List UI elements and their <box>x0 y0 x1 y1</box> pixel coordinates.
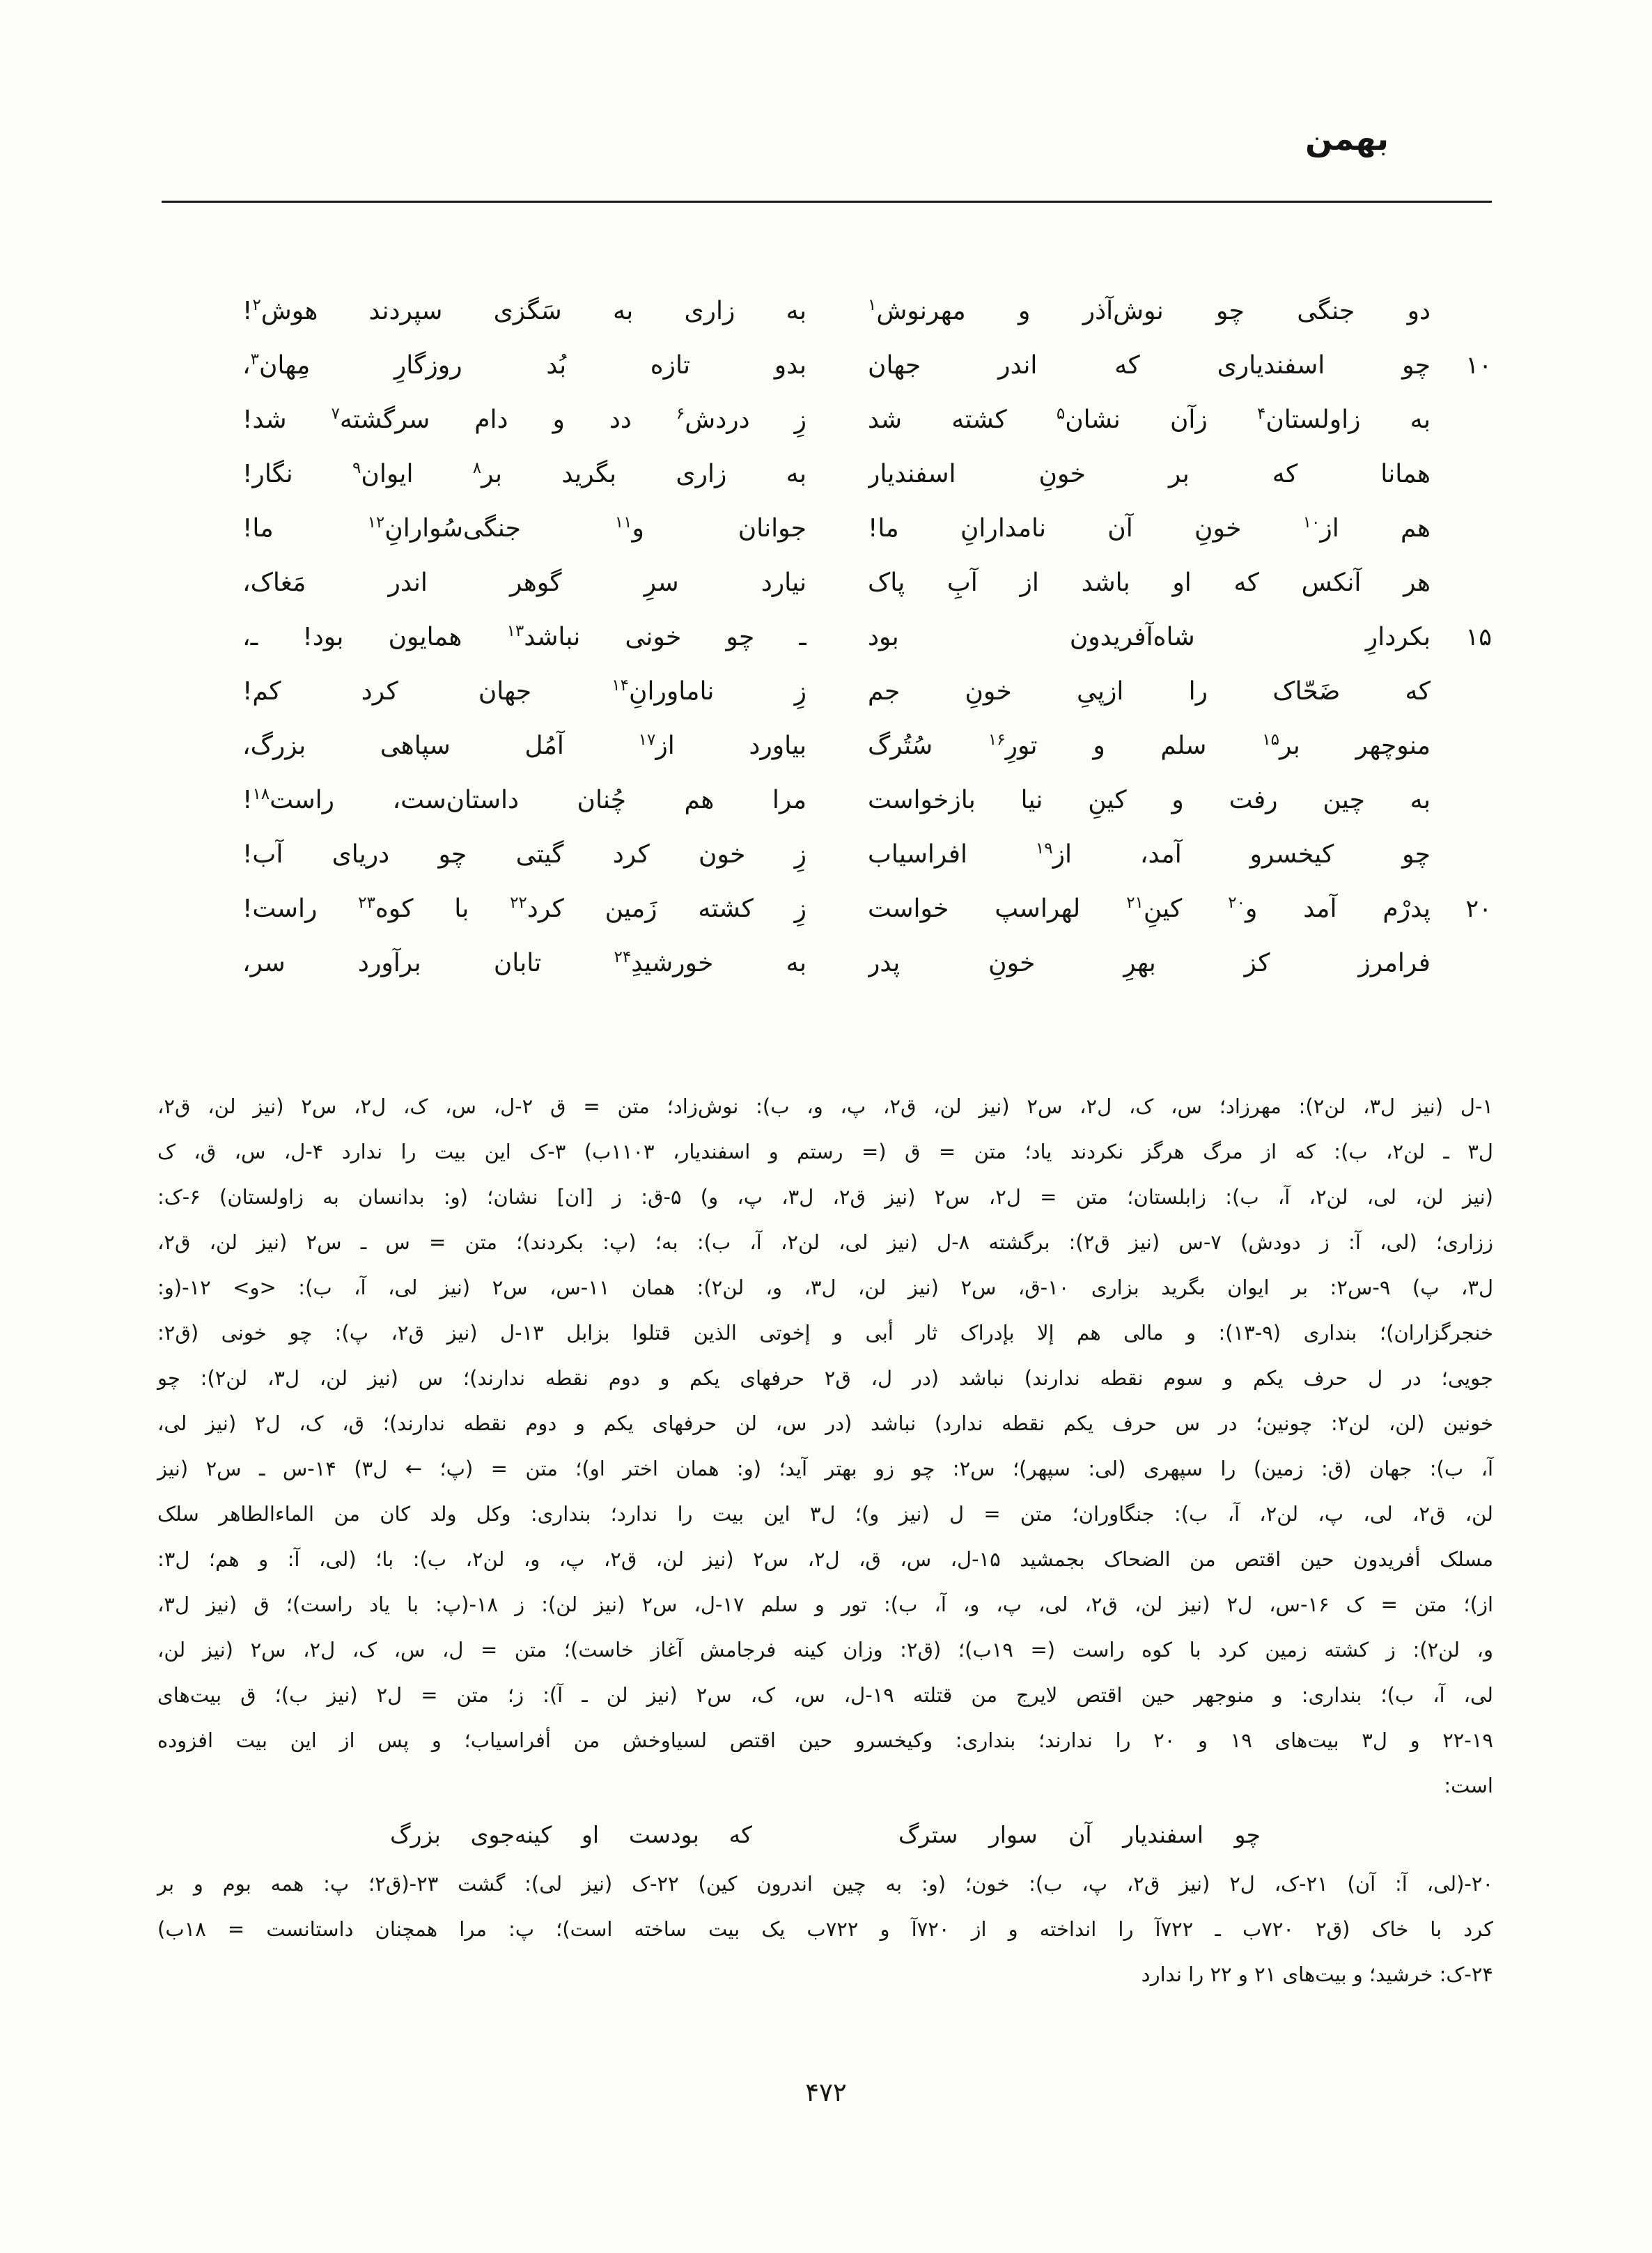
apparatus-line: لی، آ، ب)؛ بنداری: و منوجهر حین اقتص لایرج من قتلته ۱۹-ل، س، ک، س۲ (نیز لن ـ آ): ز؛ متن = ل۲ (نیز ب)؛ ق بیت‌های <box>157 1683 1493 1707</box>
verse-block <box>242 284 1492 991</box>
apparatus-line: ۱۹‏-‏۲۲ و ل۳ بیت‌های ۱۹ و ۲۰ را ندارند؛ بنداری: وکیخسرو حین اقتص لسیاوخش من أفراسیاب؛ و پس از این بیت افزوده <box>157 1728 1493 1752</box>
footnote-ref: ۷ <box>331 405 340 423</box>
apparatus-line: لن، ق۲، لی، پ، لن۲، آ، ب): جنگاوران؛ متن = ل (نیز و)؛ ل۳ این بیت را ندارد؛ بنداری: وکل ولد کان من الماءالطاهر سلک <box>157 1502 1493 1526</box>
footnote-ref: ۱۵ <box>1262 731 1279 749</box>
hemistich-second: زِ دردش$^۶$ دد و دام سرگشته$^۷$ شد! <box>242 405 806 434</box>
footnote-ref: ۱۴ <box>611 676 629 695</box>
apparatus-line: مسلک أفریدون حین اقتص من الضحاک بجمشید ۱۵-ل، س، ق، ل۲، س۲ (نیز لن، ق۲، پ، و، لن۲، ب): با؛ (لی، آ: و هم؛ ل۳: <box>157 1547 1493 1571</box>
hemistich-second: نیارد سرِ گوهر اندر مَغاک، <box>242 568 806 597</box>
hemistich-first: که ضَحّاک را ازپیِ خونِ جم <box>868 677 1431 706</box>
apparatus-line: ل۳، پ) ۹-س۲: بر ایوان بگرید بزاری ۱۰-ق، س۲ (نیز لن، ل۳، و، لن۲): همان ۱۱-س، س۲ (نیز لی، آ، ب): <و> ۱۲-(و: <box>157 1276 1494 1299</box>
footnote-ref: ۱۶ <box>988 731 1006 749</box>
verse-couplet <box>242 773 1492 828</box>
verse-couplet <box>242 284 1492 339</box>
hemistich-first: چو کیخسرو آمد، از$^{۱۹}$ افراسیاب <box>868 839 1431 869</box>
hemistich-second: به خورشیدِ$^{۲۴}$ تابان برآورد سر، <box>242 948 806 977</box>
footnote-ref: ۳ <box>250 350 259 369</box>
footnote-ref: ۱ <box>868 296 877 314</box>
apparatus-line: است: <box>1444 1774 1493 1797</box>
hemistich-first: هر آنکس که او باشد از آبِ پاک <box>868 568 1431 597</box>
apparatus-line: ل۳ ـ لن۲، ب): که از مرگ هرگز نکردند یاد؛ متن = ق (= رستم و اسفندیار، ۱۱۰۳ب) ۳-ک این بیت را ندارد ۴-ل، س، ق، ک <box>157 1140 1493 1163</box>
apparatus-line: آ، ب): جهان (ق: زمین) را سپهری (لی: سپهر)؛ س۲: چو زو بهتر آید؛ (و: همان اختر او)؛ متن = (پ؛ ← ل۳) ۱۴-س ـ س۲ (نیز <box>157 1457 1494 1480</box>
footnote-ref: ۲۳ <box>358 894 375 912</box>
verse-couplet <box>242 665 1492 719</box>
apparatus-line: و، لن۲): ز کشته زمین کرد با کوه راست (= ۱۹ب)؛ (ق۲: وزان کینه فرجامش آغاز خاست)؛ متن = ل، س، ک، ل۲، س۲ (نیز لن، <box>157 1638 1494 1662</box>
apparatus-inserted-verse <box>157 1810 1493 1860</box>
apparatus-line: ززاری؛ (لی، آ: ز دودش) ۷-س (نیز ق۲): برگشته ۸-ل (نیز لی، لن۲، آ، ب): به؛ (پ: بکردند)؛ متن = س ـ س۲ (نیز لن، ق۲، <box>157 1230 1493 1254</box>
hemistich-second: زِ ناماورانِ$^{۱۴}$ جهان کرد کم! <box>242 676 806 706</box>
hemistich-second: زِ کشته زَمین کرد$^{۲۲}$ با کوه$^{۲۳}$ راست! <box>242 894 806 923</box>
footnote-ref: ۱۰ <box>1302 513 1320 532</box>
verse-couplet <box>242 339 1492 393</box>
hemistich-second: زِ خون کرد گیتی چو دریای آب! <box>242 840 806 869</box>
footnote-ref: ۲۴ <box>614 948 632 966</box>
hemistich-second: بدو تازه بُد روزگارِ مِهان$^۳$، <box>242 350 806 380</box>
footnote-ref: ۱۱ <box>614 513 632 532</box>
hemistich-first: بکردارِ شاه‌آفریدون بود <box>868 623 1431 651</box>
verse-couplet <box>242 828 1492 882</box>
footnote-ref: ۹ <box>352 459 361 477</box>
verse-line-number: ۱۰ <box>1465 352 1492 380</box>
hemistich-first: به زاولستان$^۴$ زآن نشان$^۵$ کشته شد <box>868 405 1431 434</box>
footnote-ref: ۵ <box>1056 405 1066 423</box>
footnote-ref: ۲۲ <box>510 894 527 912</box>
footnote-ref: ۲۰ <box>1228 894 1245 912</box>
apparatus-line: (نیز لن، لی، لن۲، آ، ب): زابلستان؛ متن = ل۲، س۲ (نیز ق۲، ل۳، پ، و) ۵-ق: ز [ان] نشان؛ (و: بدانسان به زاولستان) ۶-ک: <box>157 1185 1493 1209</box>
inserted-hemistich-second: که بودست او کینه‌جوی بزرگ <box>390 1821 752 1848</box>
apparatus-line: ۲۰-(لی، آ: آن) ۲۱-ک، ل۲ (نیز ق۲، پ، ب): خون؛ (و: به چین اندرون کین) ۲۲-ک (نیز لی): گشت ۲۳-(ق۲؛ پ: همه بوم و بر <box>157 1872 1494 1896</box>
apparatus-line: جویی؛ در ل حرف یکم و سوم نقطه ندارند) نباشد (در ل، ق۲ حرفهای یکم و دوم نقطه ندارند)؛ س (نیز لن، ل۳، لن۲): چو <box>157 1366 1493 1390</box>
hemistich-first: هم از$^{۱۰}$ خونِ آن نامدارانِ ما! <box>868 513 1431 543</box>
verse-line-number: ۱۵ <box>1465 624 1492 651</box>
hemistich-first: چو اسفندیاری که اندر جهان <box>868 351 1431 380</box>
running-header-title: بهمن <box>1305 120 1389 157</box>
apparatus-line: ۱-ل (نیز ل۳، لن۲): مهرزاد؛ س، ک، ل۲، س۲ (نیز لن، ق۲، پ، و، ب): نوش‌زاد؛ متن = ق ۲-ل، س، ک، ل۲، س۲ (نیز لن، ق۲، <box>157 1094 1493 1118</box>
inserted-hemistich-first: چو اسفندیار آن سوار سترگ <box>898 1821 1261 1848</box>
apparatus-line: خونین (لن، لن۲: چونین؛ در س حرف یکم نقطه ندارد) نباشد (در س، لن حرفهای یکم و دوم نقطه ندارند)؛ ق، ک، ل۲ (نیز لی، <box>157 1411 1493 1435</box>
footnote-ref: ۲۱ <box>1126 894 1144 912</box>
footnote-ref: ۱۲ <box>367 513 385 532</box>
verse-couplet <box>242 393 1492 447</box>
hemistich-second: مرا هم چُنان داستان‌ست، راست$^{۱۸}$! <box>242 785 806 814</box>
apparatus-line: خنجرگزاران)؛ بنداری (۹‏-‏۱۳): و مالی هم إلا بإدراک ثار أبی و إخوتی الذین قتلوا بزابل ۱۳-ل (نیز ق۲، پ): چو خونی (ق۲: <box>157 1321 1494 1345</box>
page-number: ۴۷۲ <box>805 2077 847 2107</box>
hemistich-first: پدرْم آمد و$^{۲۰}$ کینِ$^{۲۱}$ لهراسپ خواست <box>868 894 1431 923</box>
verse-couplet <box>242 556 1492 610</box>
hemistich-second: به زاری بگرید بر$^۸$ ایوان$^۹$ نگار! <box>242 459 806 488</box>
footnote-ref: ۴ <box>1257 405 1266 423</box>
apparatus-line: کرد با خاک (ق۲ ۷۲۰ب ـ ۷۲۲آ را انداخته و از ۷۲۰آ و ۷۲۲ب یک بیت ساخته است)؛ پ: مرا همچنان داستانست = ۱۸ب) <box>157 1917 1494 1941</box>
verse-couplet <box>242 502 1492 556</box>
footnote-ref: ۱۸ <box>252 785 270 803</box>
verse-couplet <box>242 936 1492 991</box>
verse-couplet <box>242 719 1492 773</box>
verse-couplet <box>242 610 1492 665</box>
verse-line-number: ۲۰ <box>1465 895 1492 923</box>
verse-couplet <box>242 882 1492 936</box>
footnote-ref: ۶ <box>676 405 685 423</box>
hemistich-first: منوچهر بر$^{۱۵}$ سلم و تورِ$^{۱۶}$ سُتُرگ <box>868 731 1431 760</box>
hemistich-second: بیاورد از$^{۱۷}$ آمُل سپاهی بزرگ، <box>242 731 806 760</box>
header-rule <box>162 201 1492 203</box>
footnote-ref: ۲ <box>252 296 261 314</box>
verse-couplet <box>242 447 1492 502</box>
hemistich-first: همانا که بر خونِ اسفندیار <box>868 460 1431 488</box>
hemistich-second: به زاری به سَگزی سپردند هوش$^۲$! <box>242 296 806 325</box>
footnote-ref: ۱۷ <box>638 731 656 749</box>
hemistich-first: به چین رفت و کینِ نیا بازخواست <box>868 786 1431 814</box>
apparatus-line: از)؛ متن = ک ۱۶-س، ل۲ (نیز لن، ق۲، لی، پ، و، آ، ب): تور و سلم ۱۷-ل، س۲ (نیز لن): ز ۱۸-(پ: با یاد راست)؛ ق (نیز ل۳، <box>157 1593 1494 1616</box>
hemistich-first: فرامرز کز بهرِ خونِ پدر <box>868 949 1431 977</box>
apparatus-block <box>157 1084 1493 1997</box>
footnote-ref: ۱۳ <box>506 622 524 640</box>
hemistich-first: دو جنگی چو نوش‌آذر و مهرنوش$^۱$ <box>868 296 1431 325</box>
footnote-ref: ۸ <box>472 459 482 477</box>
hemistich-second: جوانان و$^{۱۱}$ جنگی‌سُوارانِ$^{۱۲}$ ما! <box>242 513 806 543</box>
hemistich-second: ـ چو خونی نباشد$^{۱۳}$ همایون بود! ـ، <box>242 622 806 651</box>
apparatus-line: ۲۴-ک: خرشید؛ و بیت‌های ۲۱ و ۲۲ را ندارد <box>1141 1962 1493 1986</box>
footnote-ref: ۱۹ <box>1035 839 1053 858</box>
